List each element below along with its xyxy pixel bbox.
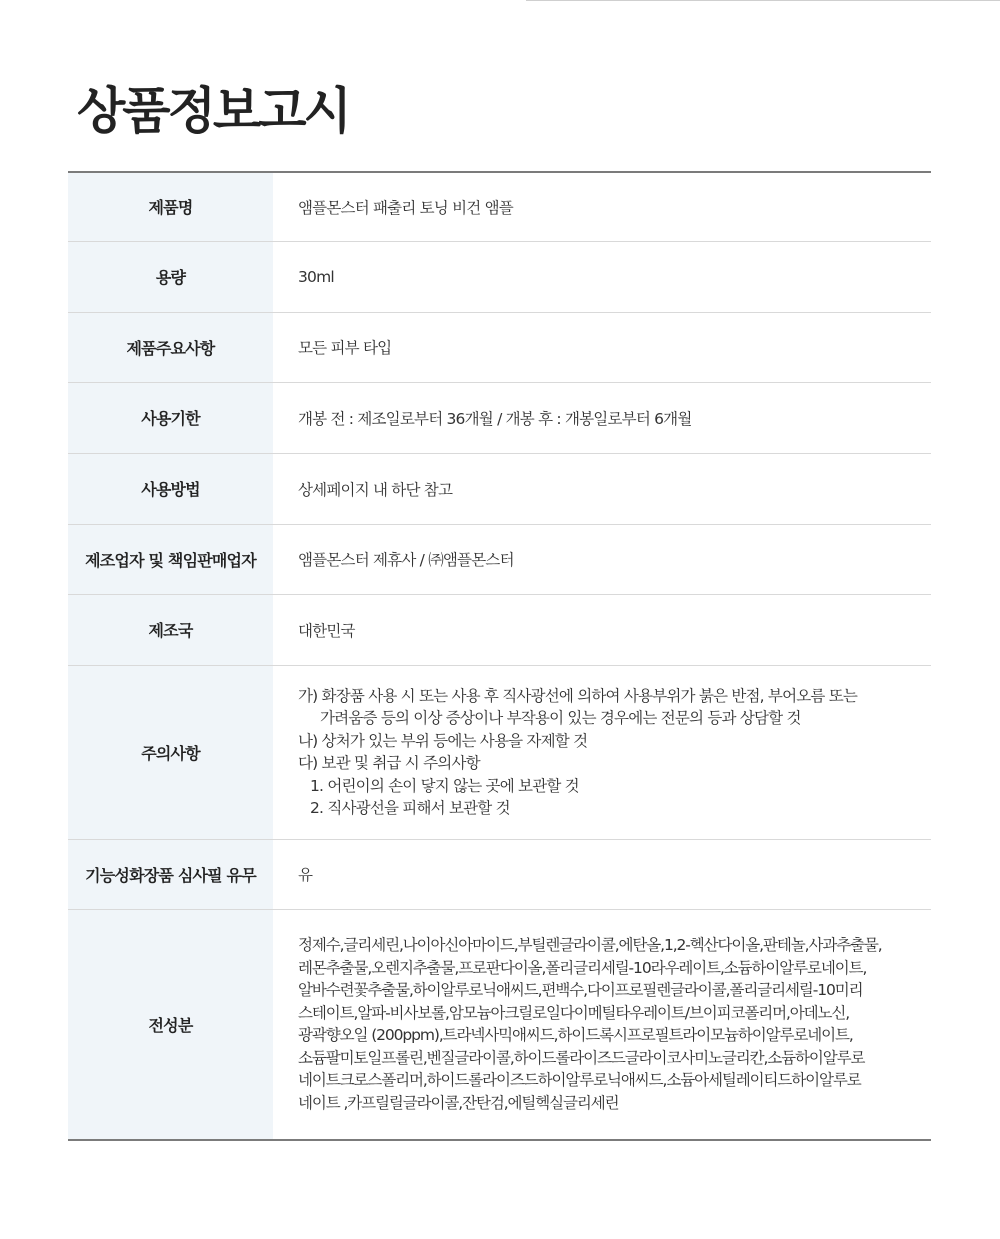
row-value-ingredients xyxy=(273,909,931,1140)
caution-line: 1. 어린이의 손이 닿지 않는 곳에 보관할 것 xyxy=(310,776,579,795)
ingredient-line: 소듐팔미토일프롤린,벤질글라이콜,하이드롤라이즈드글라이코사미노글리칸,소듐하이알루로 xyxy=(298,1048,865,1067)
row-label-usage: 사용방법 xyxy=(68,453,273,524)
table-row xyxy=(68,665,931,839)
caution-line: 나) 상처가 있는 부위 등에는 사용을 자제할 것 xyxy=(298,731,588,750)
ingredient-line: 네이트 ,카프릴릴글라이콜,잔탄검,에틸헥실글리세린 xyxy=(298,1093,619,1112)
table-row xyxy=(68,909,931,1140)
row-value-country: 대한민국 xyxy=(273,594,931,665)
caution-line: 2. 직사광선을 피해서 보관할 것 xyxy=(310,799,510,817)
ingredient-line: 레몬추출물,오렌지추출물,프로판다이올,폴리글리세릴-10라우레이트,소듐하이알루로네이트, xyxy=(298,958,867,977)
caution-line: 가) 화장품 사용 시 또는 사용 후 직사광선에 의하여 사용부위가 붉은 반점, 부어오름 또는 xyxy=(298,686,858,705)
table-row xyxy=(68,312,931,382)
ingredient-line: 광곽향오일 (200ppm),트라넥사믹애씨드,하이드록시프로필트라이모늄하이알루로네이트, xyxy=(298,1026,853,1045)
table-row xyxy=(68,241,931,312)
table-row xyxy=(68,524,931,594)
row-label-expiry: 사용기한 xyxy=(68,382,273,453)
product-info-table xyxy=(68,171,931,1141)
caution-line: 가려움증 등의 이상 증상이나 부작용이 있는 경우에는 전문의 등과 상담할 것 xyxy=(320,709,801,727)
row-value-functional-cosmetic: 유 xyxy=(273,839,931,909)
row-value-main-features: 모든 피부 타입 xyxy=(273,312,931,382)
ingredient-line: 알바수련꽃추출물,하이알루로닉애씨드,편백수,다이프로필렌글라이콜,폴리글리세릴-10미리 xyxy=(298,981,863,1000)
table-row xyxy=(68,839,931,909)
row-label-product-name: 제품명 xyxy=(68,172,273,241)
table-row xyxy=(68,172,931,241)
page-title: 상품정보고시 xyxy=(77,82,349,140)
row-value-cautions xyxy=(273,665,931,839)
top-divider xyxy=(526,0,1000,1)
ingredient-line: 정제수,글리세린,나이아신아마이드,부틸렌글라이콜,에탄올,1,2-헥산다이올,판테놀,사과추출물, xyxy=(298,936,882,955)
table-row xyxy=(68,382,931,453)
row-value-manufacturer: 앰플몬스터 제휴사 / ㈜앰플몬스터 xyxy=(273,524,931,594)
ingredient-line: 스테이트,알파-비사보롤,암모늄아크릴로일다이메틸타우레이트/브이피코폴리머,아데노신, xyxy=(298,1003,850,1022)
row-label-cautions: 주의사항 xyxy=(68,665,273,839)
row-value-product-name: 앰플몬스터 패출리 토닝 비건 앰플 xyxy=(273,172,931,241)
row-label-manufacturer: 제조업자 및 책임판매업자 xyxy=(68,524,273,594)
row-label-volume: 용량 xyxy=(68,241,273,312)
row-value-usage: 상세페이지 내 하단 참고 xyxy=(273,453,931,524)
row-value-expiry: 개봉 전 : 제조일로부터 36개월 / 개봉 후 : 개봉일로부터 6개월 xyxy=(273,382,931,453)
row-value-volume: 30ml xyxy=(273,241,931,312)
caution-line: 다) 보관 및 취급 시 주의사항 xyxy=(298,754,480,772)
row-label-ingredients: 전성분 xyxy=(68,909,273,1140)
table-row xyxy=(68,594,931,665)
table-row xyxy=(68,453,931,524)
row-label-main-features: 제품주요사항 xyxy=(68,312,273,382)
row-label-country: 제조국 xyxy=(68,594,273,665)
ingredient-line: 네이트크로스폴리머,하이드롤라이즈드하이알루로닉애씨드,소듐아세틸레이티드하이알루로 xyxy=(298,1071,861,1090)
row-label-functional-cosmetic: 기능성화장품 심사필 유무 xyxy=(68,839,273,909)
